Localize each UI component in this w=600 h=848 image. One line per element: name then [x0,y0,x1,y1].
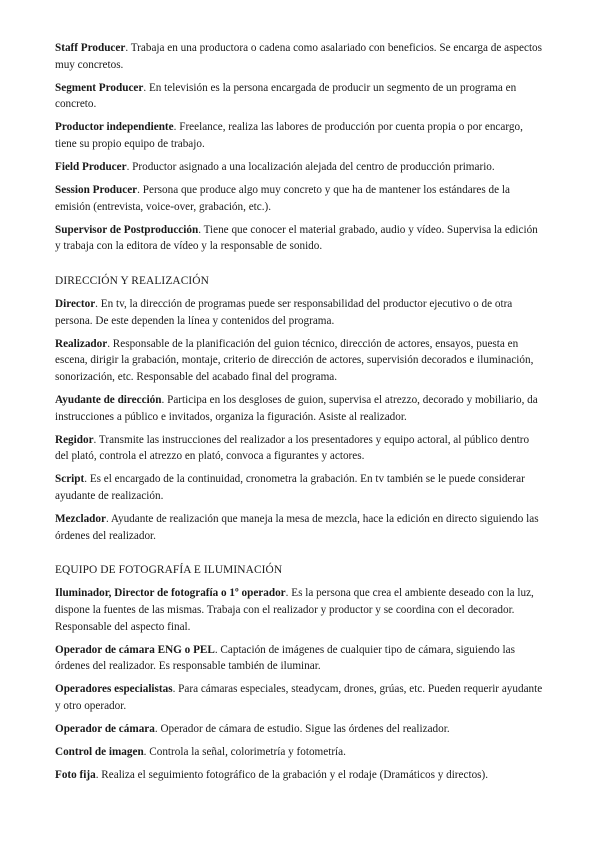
entry-session-producer [55,182,545,215]
section-heading-fotografia: EQUIPO DE FOTOGRAFÍA E ILUMINACIÓN [55,564,283,577]
entry-text: . Es la persona que crea el ambiente deseado con la luz, dispone la fuentes de las mismas. Trabaja con el realizador y productor y se coordina con el decorador. Responsable del aspecto final. [55,587,534,633]
entry-text: . Es el encargado de la continuidad, cronometra la grabación. En tv también se le puede considerar ayudante de realización. [55,473,525,503]
entry-operador-eng-pel [55,642,545,675]
entry-foto-fija [55,767,545,784]
entry-term: Productor independiente [55,121,174,134]
entry-staff-producer [55,40,545,73]
entry-operadores-especialistas [55,681,545,714]
section-heading-direccion: DIRECCIÓN Y REALIZACIÓN [55,275,209,288]
entry-term: Iluminador, Director de fotografía o 1º operador [55,587,286,600]
entry-term: Script [55,473,85,486]
entry-text: . En tv, la dirección de programas puede ser responsabilidad del productor ejecutivo o de otra persona. De este dependen la línea y contenidos del programa. [55,298,513,327]
entry-term: Operador de cámara [55,723,155,736]
entry-term: Operador de cámara ENG o PEL [55,643,215,656]
entry-realizador [55,336,545,386]
entry-term: Regidor [55,433,94,446]
entry-control-imagen [55,744,545,761]
entry-text: . Transmite las instrucciones del realizador a los presentadores y equipo actoral, al público dentro del plató, controla el atrezzo en plató, convoca a figurantes y actores. [55,433,530,463]
entry-text: . Captación de imágenes de cualquier tipo de cámara, siguiendo las órdenes del realizador. Es responsable también de iluminar. [55,643,515,673]
entry-text: . Freelance, realiza las labores de producción por cuenta propia o por encargo, tiene su propio equipo de trabajo. [55,121,523,150]
entry-supervisor-postproduccion [55,222,545,255]
entry-term: Staff Producer [55,42,126,54]
entry-term: Realizador [55,337,108,350]
entry-segment-producer [55,80,545,113]
entry-term: Session Producer [55,184,138,197]
entry-text: . Operador de cámara de estudio. Sigue las órdenes del realizador. [154,723,450,736]
entry-term: Ayudante de dirección [55,394,162,407]
entry-productor-independiente [55,119,545,152]
entry-term: Field Producer [55,161,127,174]
entry-field-producer [55,159,545,176]
entry-text: . Trabaja en una productora o cadena como asalariado con beneficios. Se encarga de aspectos muy concretos. [55,42,543,71]
entry-text: . Participa en los desgloses de guion, supervisa el atrezzo, decorado y mobiliario, da instrucciones a público e invitados, organiza la figuración. Asiste al realizador. [55,394,538,423]
entry-text: . Para cámaras especiales, steadycam, drones, grúas, etc. Pueden requerir ayudante y otro operador. [55,683,543,712]
entry-text: . Persona que produce algo muy concreto y que ha de mantener los estándares de la emisión (entrevista, voice-over, grabación, etc.). [55,184,510,213]
document-page [55,40,545,784]
entry-term: Operadores especialistas [55,683,173,696]
entry-term: Supervisor de Postproducción [55,223,199,236]
entry-text: . Controla la señal, colorimetría y fotometría. [143,746,346,759]
entry-operador-camara [55,721,545,738]
entry-term: Segment Producer [55,81,144,94]
entry-text: . Realiza el seguimiento fotográfico de la grabación y el rodaje (Dramáticos y directos). [95,769,489,782]
entry-term: Director [55,298,96,311]
entry-text: . Responsable de la planificación del guion técnico, dirección de actores, ensayos, puesta en escena, dirigir la grabación, montaje, criterio de dirección de actores, supervisión decorados e iluminación, sonorización, etc. Responsable del acabado final del programa. [55,337,534,383]
entry-regidor [55,432,545,465]
entry-mezclador [55,511,545,544]
entry-term: Control de imagen [55,746,144,759]
entry-text: . Ayudante de realización que maneja la mesa de mezcla, hace la edición en directo siguiendo las órdenes del realizador. [55,513,539,542]
entry-text: . Tiene que conocer el material grabado, audio y vídeo. Supervisa la edición y trabaja con la editora de vídeo y la responsable de sonido. [55,223,538,253]
entry-text: . Productor asignado a una localización alejada del centro de producción primario. [126,161,495,174]
entry-term: Mezclador [55,513,106,526]
entry-term: Foto fija [55,769,96,782]
entry-iluminador [55,585,545,635]
entry-ayudante-direccion [55,392,545,425]
entry-director [55,296,545,329]
entry-text: . En televisión es la persona encargada de producir un segmento de un programa en concreto. [55,81,517,111]
entry-script [55,471,545,504]
